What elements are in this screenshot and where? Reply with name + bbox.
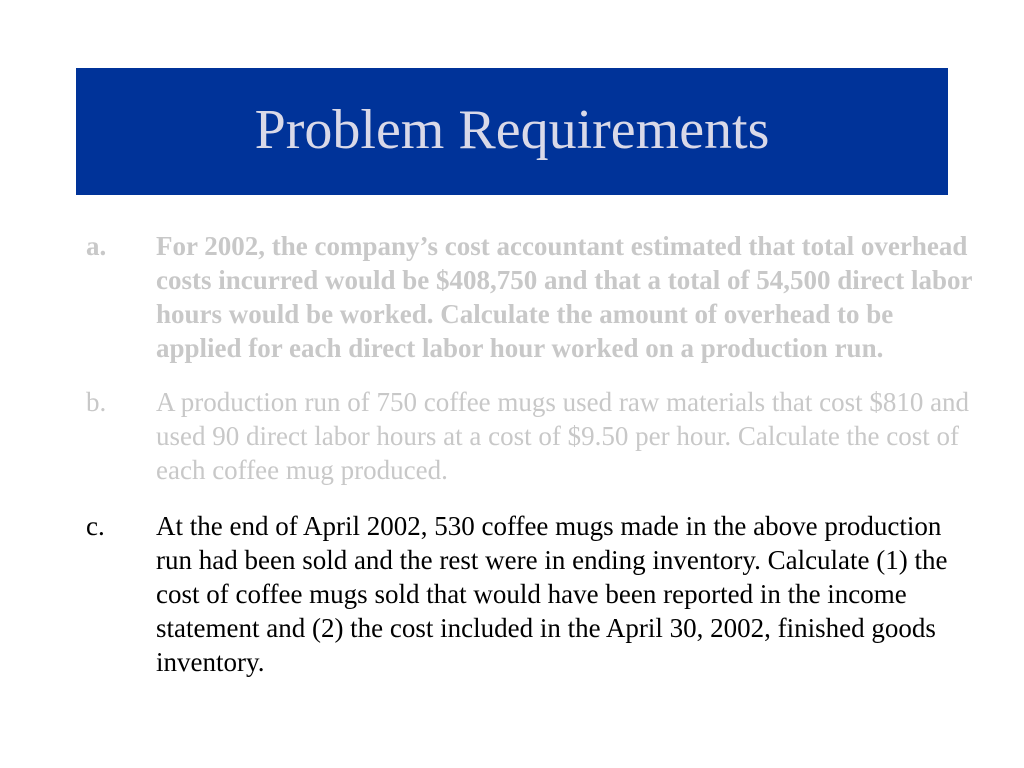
requirement-text: A production run of 750 coffee mugs used raw materials that cost $810 and used 90 direct labor hours at a cost of $9.50 per hour. Calculate the cost of each coffee mug produced.	[156, 387, 970, 485]
requirement-item-a	[86, 229, 976, 365]
requirements-list	[86, 229, 976, 679]
title-banner	[76, 68, 948, 195]
requirement-marker: a.	[86, 231, 107, 261]
requirement-marker: c.	[86, 511, 105, 541]
requirement-item-c	[86, 509, 976, 679]
requirement-marker: b.	[86, 387, 107, 417]
requirement-text: At the end of April 2002, 530 coffee mugs made in the above production run had been sold and the rest were in ending inventory. Calculate (1) the cost of coffee mugs sold that would have been reported in the income statement and (2) the cost included in the April 30, 2002, finished goods inventory.	[156, 511, 948, 677]
requirement-text: For 2002, the company’s cost accountant estimated that total overhead costs incurred would be $408,750 and that a total of 54,500 direct labor hours would be worked. Calculate the amount of overhead to be applied for each direct labor hour worked on a production run.	[156, 231, 973, 363]
slide-title: Problem Requirements	[254, 98, 770, 161]
requirement-item-b	[86, 385, 976, 487]
